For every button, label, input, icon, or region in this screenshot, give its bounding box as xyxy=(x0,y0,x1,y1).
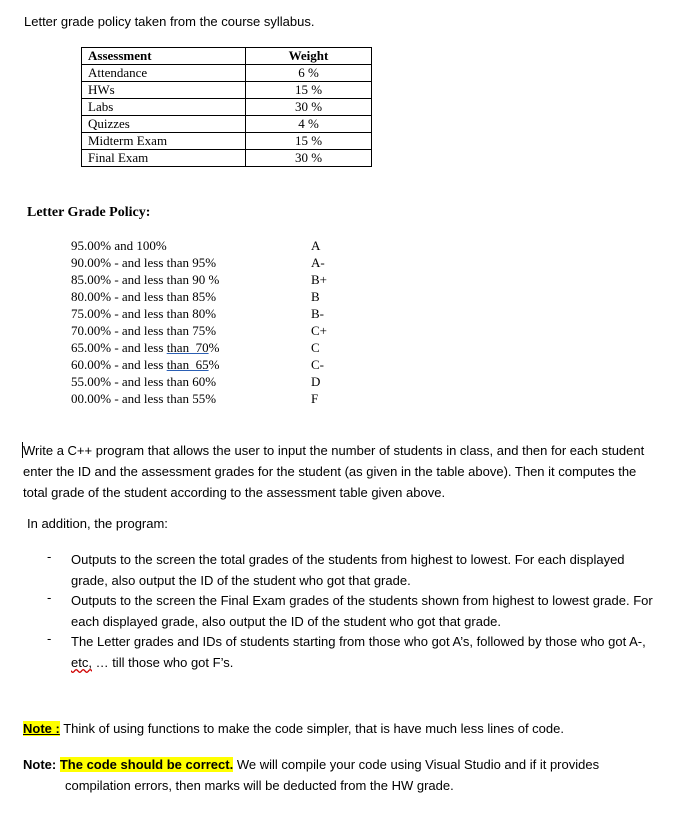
table-row xyxy=(82,82,372,99)
policy-heading: Letter Grade Policy: xyxy=(27,205,151,220)
note-continuation: compilation errors, then marks will be deducted from the HW grade. xyxy=(65,778,454,793)
table-row xyxy=(82,150,372,167)
assessment-name: Midterm Exam xyxy=(82,133,246,150)
note-label: Note: xyxy=(23,757,60,772)
bullet-item: Outputs to the screen the total grades of the students from highest to lowest. For each displayed grade, also output the ID of the student who got that grade. xyxy=(71,552,625,588)
grade-range: 90.00% - and less than 95% xyxy=(71,255,217,270)
intro-text: Letter grade policy taken from the course syllabus. xyxy=(24,14,315,29)
grade-letter: A xyxy=(311,238,321,253)
assessment-name: Quizzes xyxy=(82,116,246,133)
assessment-weight: 15 % xyxy=(246,133,372,150)
header-assessment: Assessment xyxy=(82,48,246,65)
assessment-weight: 15 % xyxy=(246,82,372,99)
assignment-paragraph: Write a C++ program that allows the user to input the number of students in class, and then for each student enter the ID and the assessment grades for the student (as given in the table above). Then it computes the total grade of the student according to the assessment table given above. xyxy=(23,443,645,500)
in-addition-paragraph: In addition, the program: xyxy=(27,516,168,531)
grade-range: 55.00% - and less than 60% xyxy=(71,374,217,389)
header-weight: Weight xyxy=(246,48,372,65)
range-wavy: than 65 xyxy=(166,357,209,372)
bullet-item: Outputs to the screen the Final Exam grades of the students shown from highest to lowest grade. For each displayed grade, also output the ID of the student who got that grade. xyxy=(71,593,653,629)
grade-range: 00.00% - and less than 55% xyxy=(71,391,217,406)
table-header-row xyxy=(82,48,372,65)
assessment-name: HWs xyxy=(82,82,246,99)
grade-letter: C xyxy=(311,340,320,355)
grade-letter: A- xyxy=(311,255,325,270)
grade-range: 80.00% - and less than 85% xyxy=(71,289,217,304)
grade-letter: B- xyxy=(311,306,324,321)
grade-range: 75.00% - and less than 80% xyxy=(71,306,217,321)
assessment-name: Final Exam xyxy=(82,150,246,167)
note-highlight: The code should be correct. xyxy=(59,757,234,772)
table-row xyxy=(82,133,372,150)
grade-range xyxy=(71,356,219,373)
assessment-name: Attendance xyxy=(82,65,246,82)
grade-letter: C- xyxy=(311,357,324,372)
note-text: We will compile your code using Visual Studio and if it provides xyxy=(233,757,600,772)
assessment-name: Labs xyxy=(82,99,246,116)
note-label: Note : xyxy=(23,721,60,736)
note-correctness xyxy=(23,754,643,775)
range-post: % xyxy=(208,340,220,355)
bullet-text-squiggle: etc, xyxy=(71,655,92,670)
range-pre: 60.00% - and less xyxy=(71,357,167,372)
table-row xyxy=(82,99,372,116)
assessment-table xyxy=(81,47,372,167)
note-text: Think of using functions to make the code simpler, that is have much less lines of code. xyxy=(59,721,564,736)
grade-range: 70.00% - and less than 75% xyxy=(71,323,217,338)
bullet-item xyxy=(71,631,661,673)
grade-letter: B+ xyxy=(311,272,328,287)
bullet-text-post: … till those who got F’s. xyxy=(91,655,234,670)
range-post: % xyxy=(208,357,220,372)
assessment-weight: 6 % xyxy=(246,65,372,82)
grade-range: 95.00% and 100% xyxy=(71,238,167,253)
range-wavy: than 70 xyxy=(166,340,209,355)
grade-range: 85.00% - and less than 90 % xyxy=(71,272,220,287)
note-functions xyxy=(23,720,564,738)
range-pre: 65.00% - and less xyxy=(71,340,167,355)
assessment-weight: 30 % xyxy=(246,99,372,116)
bullet-dash: - xyxy=(47,631,52,646)
grade-range xyxy=(71,339,219,356)
grade-letter: F xyxy=(311,391,319,406)
table-row xyxy=(82,116,372,133)
grade-letter: C+ xyxy=(311,323,328,338)
grade-letter: D xyxy=(311,374,321,389)
assessment-weight: 30 % xyxy=(246,150,372,167)
bullet-dash: - xyxy=(47,549,52,564)
grade-letter: B xyxy=(311,289,320,304)
table-row xyxy=(82,65,372,82)
bullet-dash: - xyxy=(47,590,52,605)
bullet-text-pre: The Letter grades and IDs of students starting from those who got A’s, followed by those who got A-, xyxy=(71,634,646,649)
assessment-weight: 4 % xyxy=(246,116,372,133)
